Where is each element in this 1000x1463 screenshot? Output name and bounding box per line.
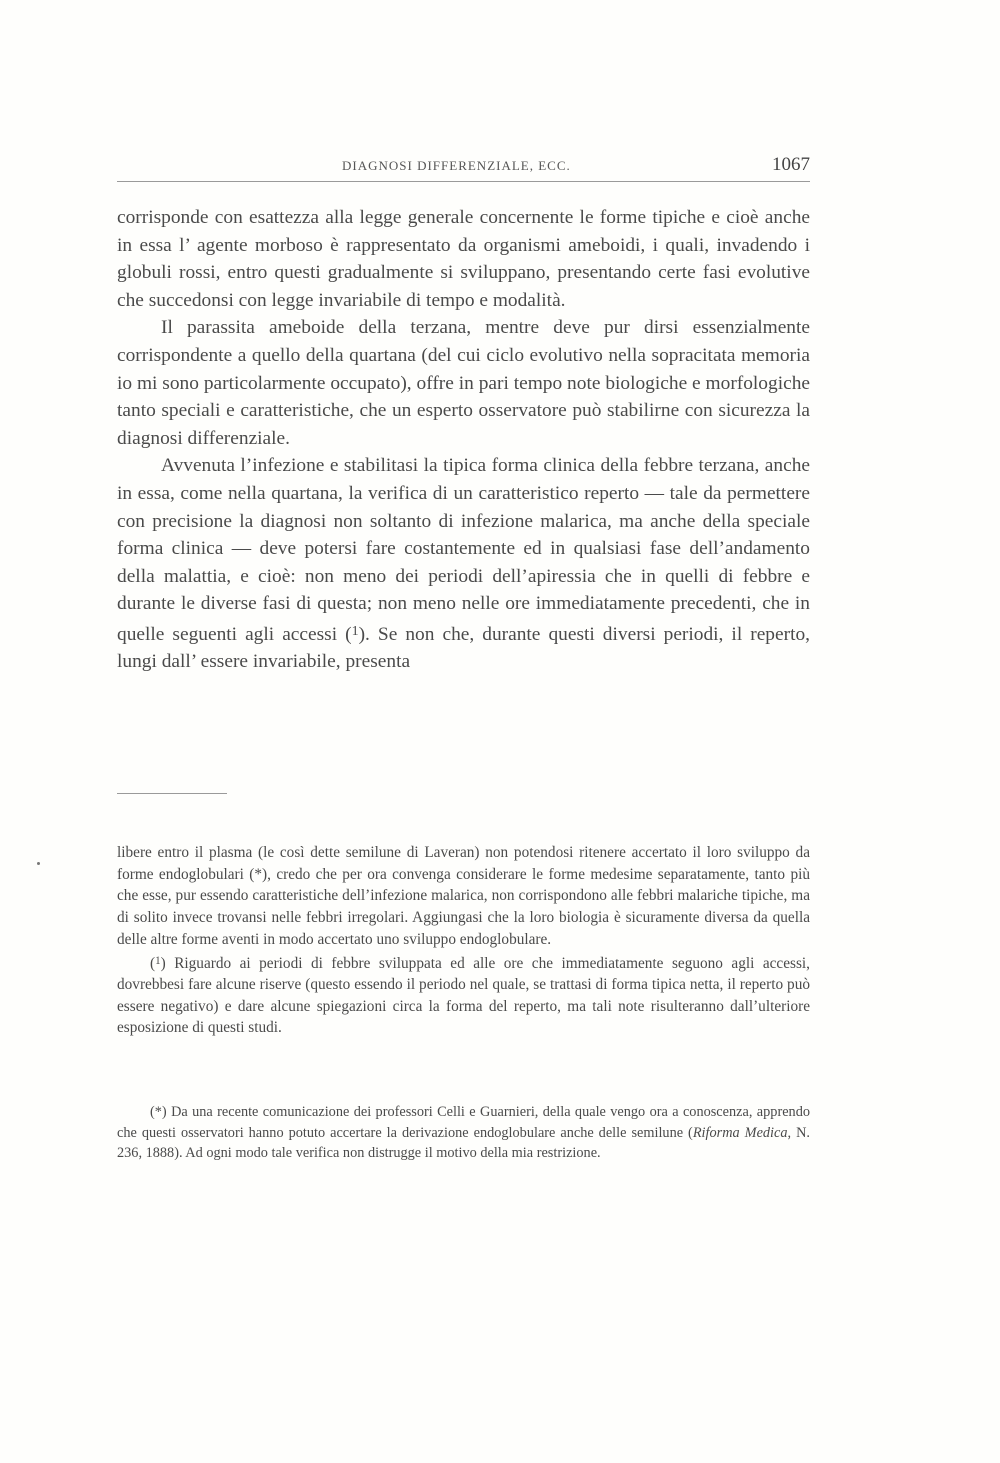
footnote-1-open: ( (150, 954, 156, 972)
footnote-1-close: ) (160, 954, 175, 972)
page-number: 1067 (772, 154, 810, 175)
paragraph-1: corrisponde con esattezza alla legge generale concernente le forme tipiche e cioè anche in essa l’ agente morboso è rappresentato da organismi ameboidi, i quali, invadendo i globuli rossi, entro questi gradualmente si sviluppano, presentando certe fasi evolutive che succedonsi con legge invariabile di tempo e modalità. (117, 207, 810, 311)
footnote-star-text-a: Da una recente comunicazione dei professori Celli e Guarnieri, della quale vengo ora a conoscenza, apprendo che questi osservatori hanno potuto accertare la derivazione endoglobulare anche delle semilune ( (117, 1104, 810, 1141)
paragraph-3-text-a: Avvenuta l’infezione e stabilitasi la tipica forma clinica della febbre terzana, anche in essa, come nella quartana, la verifica di un caratteristico reperto — tale da permettere con precisione la diagnosi non soltanto di infezione malarica, ma anche della speciale forma clinica — deve potersi fare costantemente ed in qualsiasi fase dell’andamento della malattia, e cioè: non meno dei periodi dell’apiressia che in quelli di febbre e durante le diverse fasi di questa; non meno nelle ore immediatamente precedenti, che in quelle seguenti agli accessi ( (117, 455, 810, 645)
paragraph-3 (117, 452, 810, 676)
paper-speck (37, 862, 40, 865)
footnote-star-paragraph (117, 1102, 810, 1164)
footnote-star-label: (*) (150, 1104, 172, 1120)
journal-reference: Riforma Medica (692, 1124, 788, 1141)
footnote-marker-1: 1 (351, 623, 359, 639)
paragraph-2: Il parassita ameboide della terzana, mentre deve pur dirsi essenzialmente corrispondente a quello della quartana (del cui ciclo evolutivo nella sopracitata memoria io mi sono particolarmente occupato), offre in pari tempo note biologiche e morfologiche tanto speciali e caratteristiche, che un esperto osservatore può stabilirne con sicurezza la diagnosi differenziale. (117, 317, 810, 449)
footnote-1-text: Riguardo ai periodi di febbre sviluppata ed alle ore che immediatamente seguono agli accessi, dovrebbesi fare alcune riserve (questo essendo il periodo nel quale, se trattasi di forma tipica netta, il reperto può essere negativo) e dare alcune spiegazioni circa la forma del reperto, ma tali note risulteranno dall’ulteriore esposizione di questi studi. (117, 954, 810, 1037)
paragraph-3-text-b: ). Se non che, durante questi diversi periodi, il reperto, lungi dall’ essere invariabile, presenta (117, 623, 811, 673)
header-rule (117, 181, 810, 182)
footnote-star-text-b: , N. 236, 1888). Ad ogni modo tale verifica non distrugge il motivo della mia restrizione. (117, 1124, 810, 1162)
footnote-1-mark: 1 (155, 954, 161, 967)
page-header (117, 154, 810, 180)
main-text (117, 204, 810, 676)
footnote-continuation: libere entro il plasma (le così dette semilune di Laveran) non potendosi ritenere accertato il loro sviluppo da forme endoglobulari (*), credo che per ora convenga considerare le forme medesime separatamente, tanto più che esse, pur essendo caratteristiche dell’infezione malarica, non corrispondono alle febbri malariche tipiche, ma di solito invece trovansi nelle febbri irregolari. Aggiungasi che la loro biologia è sicuramente diversa da quella delle altre forme aventi in modo accertato uno sviluppo endoglobulare. (117, 844, 810, 948)
footnote-1 (117, 951, 810, 1040)
footnotes (117, 842, 810, 1039)
footnote-rule (117, 793, 227, 794)
running-head: DIAGNOSI DIFFERENZIALE, ECC. (342, 158, 571, 173)
footnote-star (117, 1102, 810, 1164)
